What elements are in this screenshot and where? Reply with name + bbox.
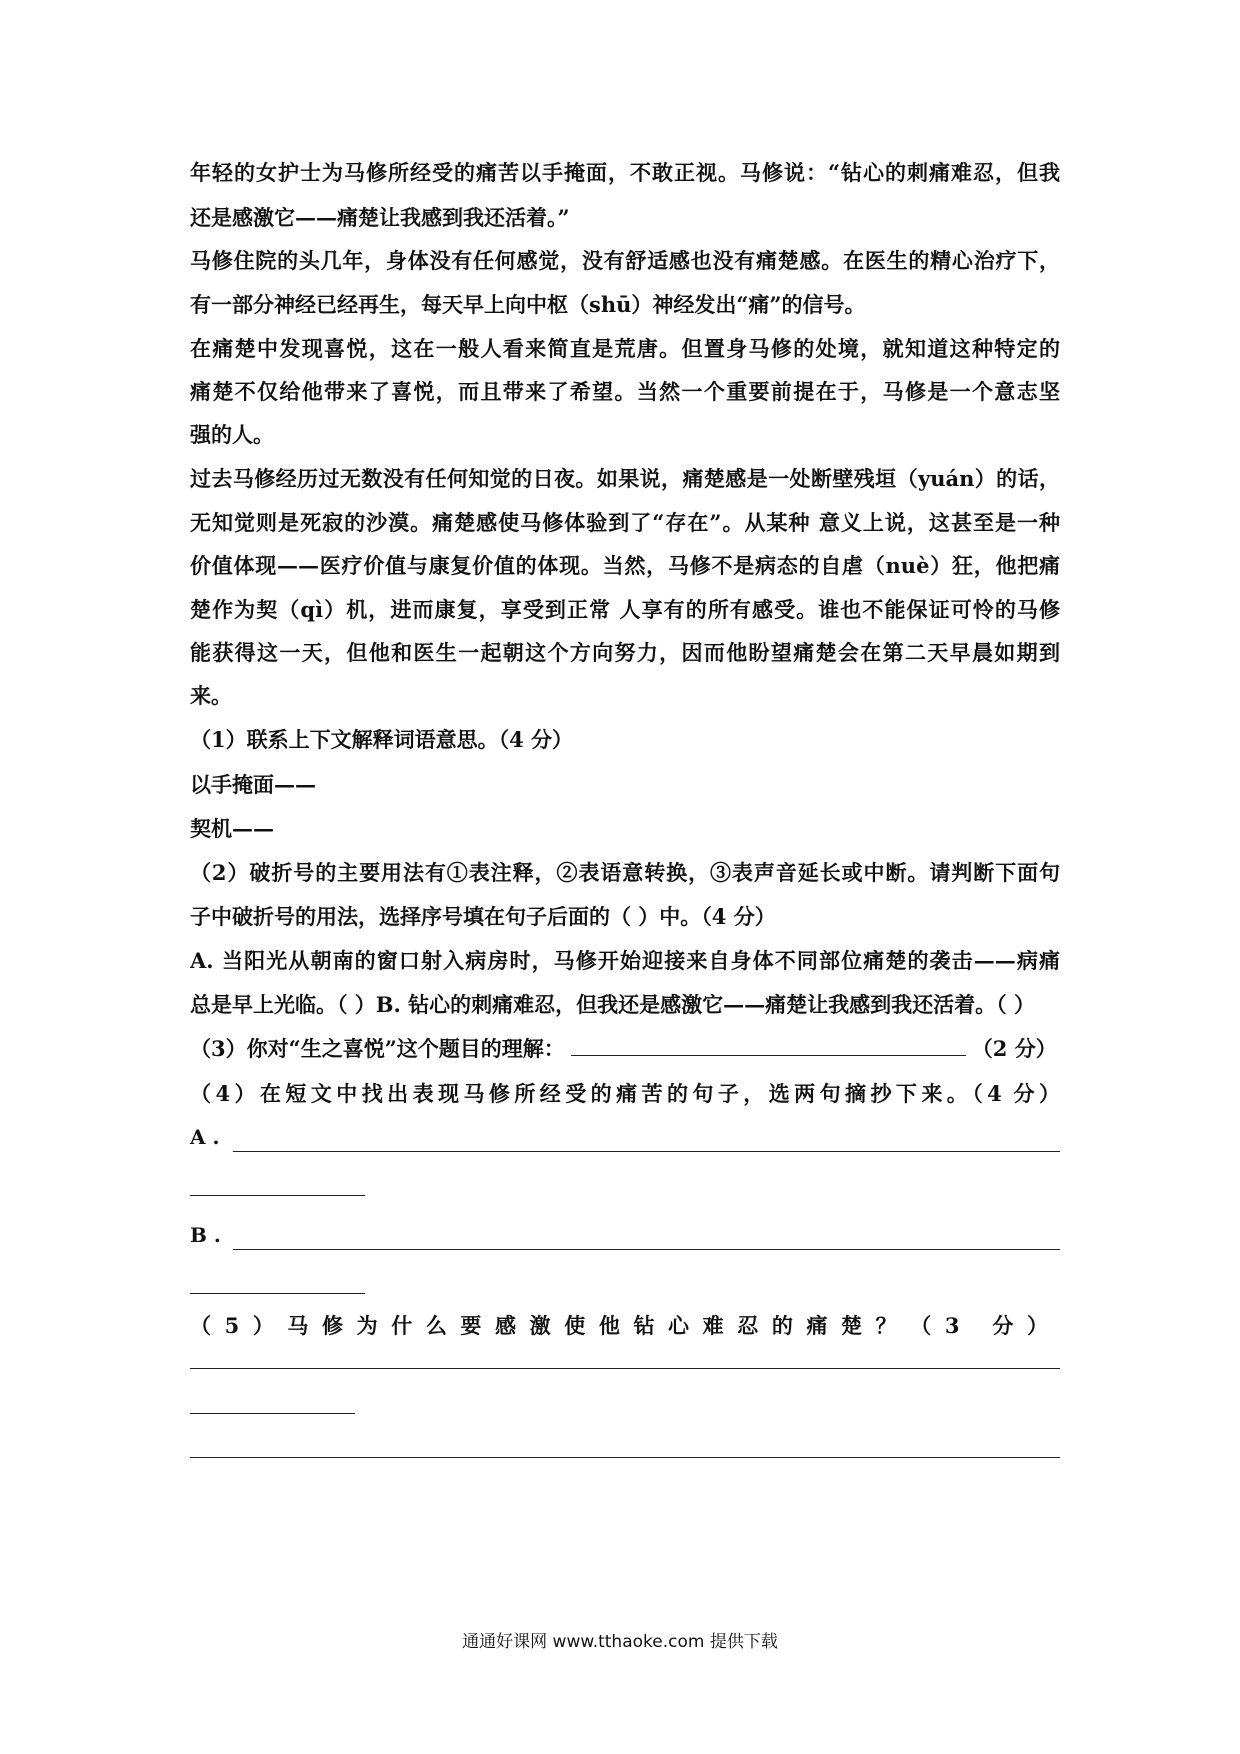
question-2-sentence-a: A. 当阳光从朝南的窗口射入病房时，马修开始迎接来自身体不同部位痛楚的袭击——病痛 bbox=[190, 948, 1060, 973]
answer-line-b[interactable] bbox=[233, 1249, 1060, 1250]
passage-line: 过去马修经历过无数没有任何知觉的日夜。如果说，痛楚感是一处断壁残垣（yuán）的话， bbox=[190, 466, 1060, 491]
question-5: （5）马修为什么要感激使他钻心难忍的痛楚？（3 分） bbox=[190, 1313, 1060, 1338]
passage-line: 强的人。 bbox=[190, 422, 274, 447]
question-1: （1）联系上下文解释词语意思。（4 分） bbox=[190, 727, 574, 752]
question-4: （4）在短文中找出表现马修所经受的痛苦的句子，选两句摘抄下来。（4 分） bbox=[190, 1081, 1060, 1106]
question-1-term-a: 以手掩面—— bbox=[190, 772, 316, 797]
passage-line: 在痛楚中发现喜悦，这在一般人看来简直是荒唐。但置身马修的处境，就知道这种特定的 bbox=[190, 336, 1060, 361]
answer-line-5-continued[interactable] bbox=[190, 1413, 355, 1414]
passage-line: 价值体现——医疗价值与康复价值的体现。当然，马修不是病态的自虐（nuè）狂，他把痛 bbox=[190, 553, 1060, 578]
question-3-points: （2 分） bbox=[971, 1036, 1057, 1061]
answer-line-b-continued[interactable] bbox=[190, 1293, 365, 1294]
passage-line: 无知觉则是死寂的沙漠。痛楚感使马修体验到了“存在”。从某种 意义上说，这甚至是一种 bbox=[190, 510, 1060, 535]
passage-line: 年轻的女护士为马修所经受的痛苦以手掩面，不敢正视。马修说：“钻心的刺痛难忍，但我 bbox=[190, 160, 1060, 185]
answer-line-a-continued[interactable] bbox=[190, 1195, 365, 1196]
answer-line-5-extra[interactable] bbox=[190, 1457, 1060, 1458]
question-3 bbox=[190, 1034, 1060, 1064]
page-footer: 通通好课网 www.tthaoke.com 提供下载 bbox=[462, 1632, 778, 1652]
answer-line-5[interactable] bbox=[190, 1368, 1060, 1369]
answer-label-a: A . bbox=[190, 1125, 220, 1149]
question-2: 子中破折号的用法，选择序号填在句子后面的（ ）中。（4 分） bbox=[190, 904, 776, 929]
question-1-term-b: 契机—— bbox=[190, 816, 274, 841]
question-3-prompt: （3）你对“生之喜悦”这个题目的理解： bbox=[190, 1036, 565, 1061]
passage-line: 还是感激它——痛楚让我感到我还活着。” bbox=[190, 205, 570, 230]
answer-line-a[interactable] bbox=[233, 1151, 1060, 1152]
passage-line: 痛楚不仅给他带来了喜悦，而且带来了希望。当然一个重要前提在于，马修是一个意志坚 bbox=[190, 379, 1060, 404]
passage-line: 楚作为契（qì）机，进而康复，享受到正常 人享有的所有感受。谁也不能保证可怜的马修 bbox=[190, 597, 1060, 622]
passage-line: 来。 bbox=[190, 683, 232, 708]
question-2-sentence-b: 总是早上光临。（ ）B. 钻心的刺痛难忍，但我还是感激它——痛楚让我感到我还活着。（ ） bbox=[190, 992, 1035, 1017]
answer-label-b: B . bbox=[190, 1223, 221, 1247]
passage-line: 能获得这一天，但他和医生一起朝这个方向努力，因而他盼望痛楚会在第二天早晨如期到 bbox=[190, 640, 1060, 665]
passage-line: 马修住院的头几年，身体没有任何感觉，没有舒适感也没有痛楚感。在医生的精心治疗下， bbox=[190, 248, 1060, 273]
question-3-answer-blank[interactable] bbox=[571, 1037, 966, 1056]
question-2: （2）破折号的主要用法有①表注释，②表语意转换，③表声音延长或中断。请判断下面句 bbox=[190, 860, 1060, 885]
passage-line: 有一部分神经已经再生，每天早上向中枢（shū）神经发出“痛”的信号。 bbox=[190, 292, 866, 317]
